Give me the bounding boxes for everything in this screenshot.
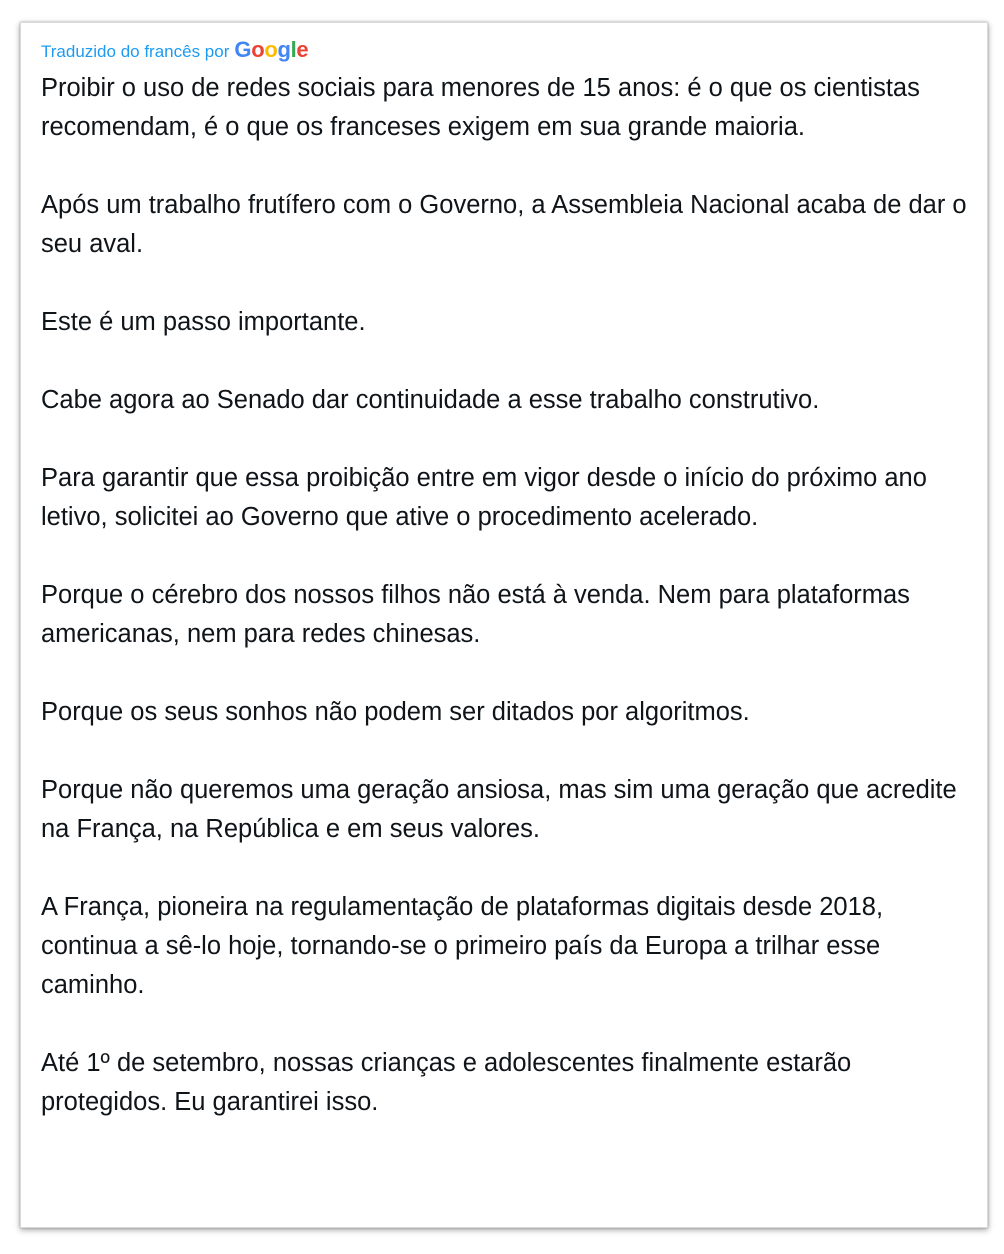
tweet-paragraph: Este é um passo importante. [41, 308, 366, 336]
tweet-paragraph: Porque não queremos uma geração ansiosa, mas sim uma geração que acredite na França, na República e em seus valores. [41, 776, 957, 843]
google-logo-letter: g [277, 37, 291, 62]
tweet-paragraph: Porque o cérebro dos nossos filhos não está à venda. Nem para plataformas americanas, nem para redes chinesas. [41, 581, 910, 648]
google-logo-letter: o [264, 37, 278, 62]
tweet-paragraph: Cabe agora ao Senado dar continuidade a esse trabalho construtivo. [41, 386, 820, 414]
tweet-paragraph: A França, pioneira na regulamentação de plataformas digitais desde 2018, continua a sê-lo hoje, tornando-se o primeiro país da Europa a trilhar esse caminho. [41, 893, 884, 999]
google-logo-letter: G [234, 37, 252, 62]
translation-label[interactable]: Traduzido do francês por [41, 42, 230, 61]
google-logo-letter: l [290, 37, 297, 62]
tweet-paragraph: Porque os seus sonhos não podem ser ditados por algoritmos. [41, 698, 750, 726]
google-logo [234, 37, 308, 63]
translation-attribution[interactable] [41, 37, 967, 65]
tweet-paragraph: Para garantir que essa proibição entre em vigor desde o início do próximo ano letivo, solicitei ao Governo que ative o procedimento acelerado. [41, 464, 927, 531]
tweet-paragraph: Até 1º de setembro, nossas crianças e adolescentes finalmente estarão protegidos. Eu garantirei isso. [41, 1049, 852, 1116]
google-logo-letter: e [296, 37, 309, 62]
tweet-text [41, 69, 967, 1122]
tweet-paragraph: Proibir o uso de redes sociais para menores de 15 anos: é o que os cientistas recomendam, é o que os franceses exigem em sua grande maioria. [41, 74, 920, 141]
tweet-card [20, 22, 988, 1228]
google-logo-letter: o [251, 37, 265, 62]
tweet-paragraph: Após um trabalho frutífero com o Governo, a Assembleia Nacional acaba de dar o seu aval. [41, 191, 967, 258]
